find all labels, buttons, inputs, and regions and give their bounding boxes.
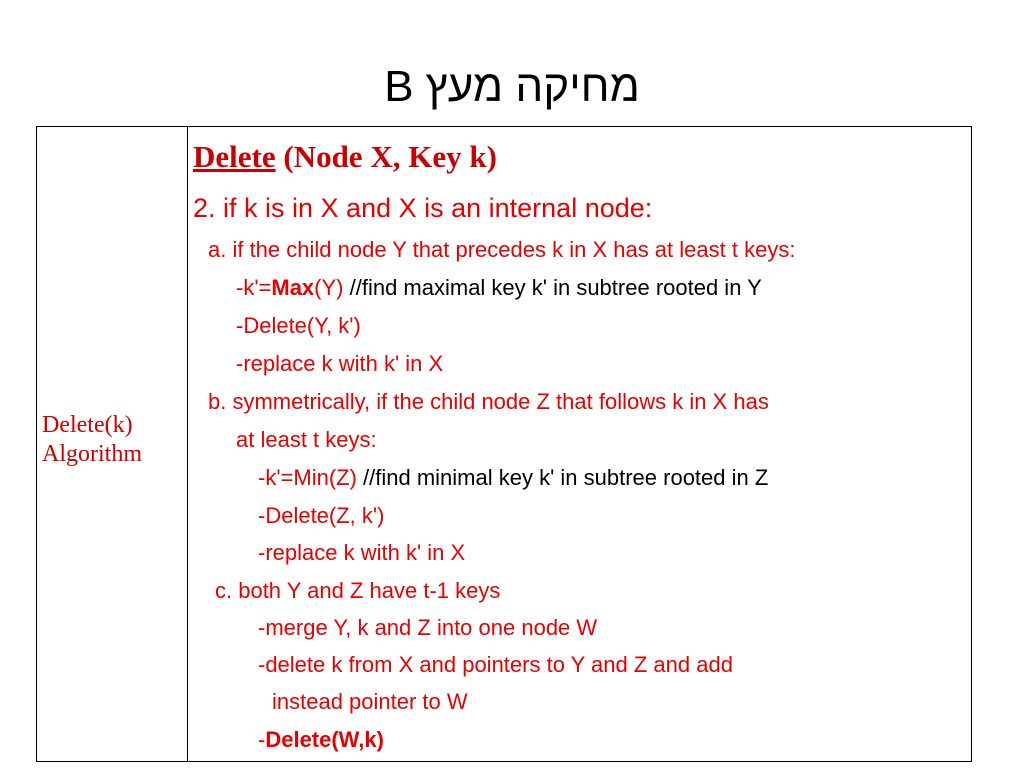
case-c-step-3	[258, 727, 384, 753]
case-a-step-2: -Delete(Y, k')	[236, 313, 361, 338]
case-b-step-1	[258, 465, 768, 491]
case-a-step-3: -replace k with k' in X	[236, 351, 444, 376]
a1-comment: //find maximal key k' in subtree rooted in Y	[343, 275, 762, 300]
case-c-step-2-line-2: instead pointer to W	[272, 689, 468, 714]
heading-params: (Node X, Key k)	[275, 139, 497, 174]
case-b-step-3: -replace k with k' in X	[258, 540, 466, 565]
c3-delete-call: Delete(W,k)	[265, 727, 384, 752]
case-b-line-2: at least t keys:	[236, 427, 377, 452]
case-a-line: a. if the child node Y that precedes k in X has at least t keys:	[208, 237, 796, 262]
label-line-1: Delete(k)	[42, 412, 133, 438]
algorithm-label	[42, 411, 142, 469]
b1-code: -k'=Min(Z)	[258, 465, 357, 490]
algorithm-table	[36, 126, 972, 762]
b1-comment: //find minimal key k' in subtree rooted in Z	[356, 465, 769, 490]
title-hebrew: מחיקה מעץ	[425, 62, 640, 111]
case-c-step-1: -merge Y, k and Z into one node W	[258, 615, 598, 640]
a1-arg: (Y)	[314, 275, 344, 300]
c3-dash: -	[258, 727, 266, 752]
label-line-2: Algorithm	[42, 441, 142, 467]
a1-max: Max	[271, 275, 315, 300]
case-c-step-2-line-1: -delete k from X and pointers to Y and Z and add	[258, 652, 733, 677]
function-heading	[193, 139, 497, 175]
case-b-line-1: b. symmetrically, if the child node Z that follows k in X has	[208, 389, 769, 414]
title-b: B	[384, 62, 414, 111]
step-2: 2. if k is in X and X is an internal node:	[193, 193, 653, 223]
label-cell	[37, 127, 188, 761]
case-b-step-2: -Delete(Z, k')	[258, 503, 385, 528]
slide-title	[0, 62, 1024, 112]
case-c-line: c. both Y and Z have t-1 keys	[215, 578, 501, 603]
content-cell	[188, 127, 971, 761]
heading-keyword: Delete	[193, 139, 276, 174]
a1-prefix: -k'=	[236, 275, 272, 300]
case-a-step-1	[236, 275, 762, 301]
